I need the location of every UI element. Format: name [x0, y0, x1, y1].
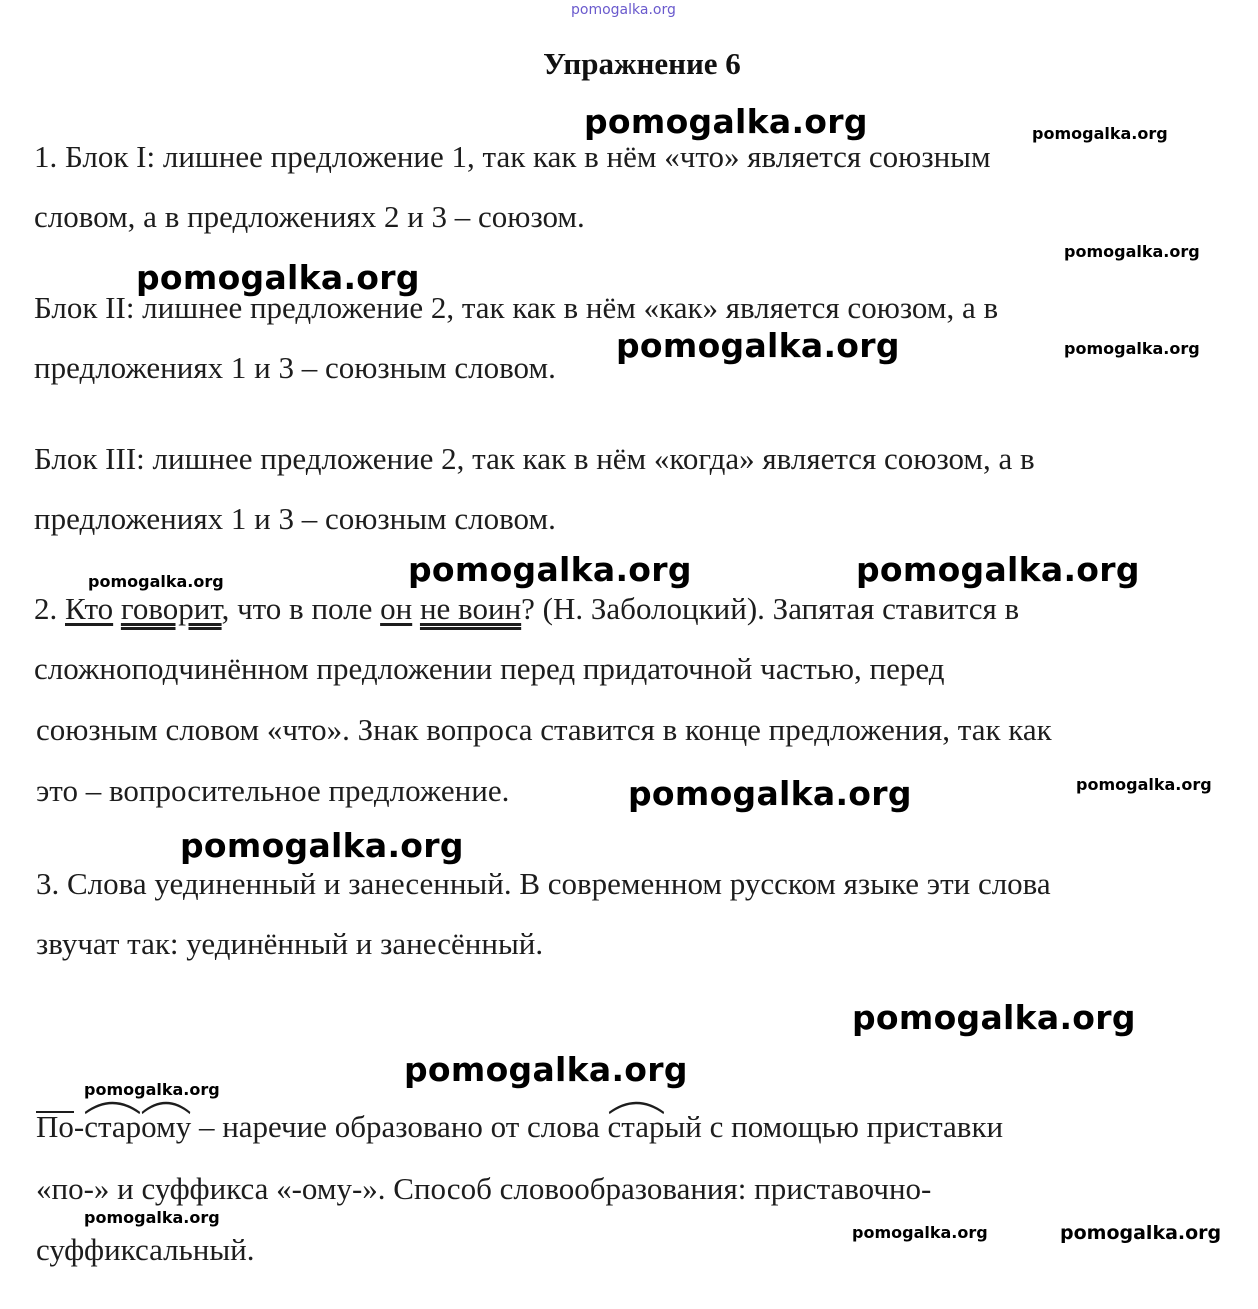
task4-line-3: суффиксальный. [36, 1232, 255, 1267]
exercise-title: Упражнение 6 [543, 46, 741, 81]
suffix-arc-icon [141, 1099, 191, 1115]
watermark-big: pomogalka.org [852, 998, 1136, 1037]
watermark-big: pomogalka.org [404, 1050, 688, 1089]
task4-line-1 [36, 1109, 1003, 1145]
watermark-small: pomogalka.org [1032, 124, 1168, 143]
task2-text-mid: , что в поле [221, 591, 381, 626]
watermark-small: pomogalka.org [1076, 775, 1212, 794]
task2-line-1 [34, 591, 1019, 627]
task1-line-6: предложениях 1 и 3 – союзным словом. [34, 501, 556, 536]
task1-line-4: предложениях 1 и 3 – союзным словом. [34, 350, 556, 385]
task2-text-tail: ? (Н. Заболоцкий). Запятая ставится в [521, 591, 1020, 626]
task2-number: 2. [34, 591, 65, 626]
task3-line-2: звучат так: уединённый и занесённый. [36, 926, 544, 961]
watermark-big: pomogalka.org [616, 326, 900, 365]
task4-text-mid: – наречие образовано от слова [191, 1109, 608, 1144]
prefix-marked-word: По [36, 1109, 74, 1144]
predicate-word: говорит [120, 591, 222, 626]
task1-line-3: Блок II: лишнее предложение 2, так как в нём «как» является союзом, а в [34, 290, 999, 325]
watermark-small: pomogalka.org [852, 1223, 988, 1242]
root-marked-word: стар [84, 1109, 141, 1145]
watermark-big: pomogalka.org [584, 102, 868, 141]
subject-word: Кто [65, 591, 114, 626]
watermark-small: pomogalka.org [84, 1208, 220, 1227]
task4-text-tail: ый с помощью приставки [664, 1109, 1004, 1144]
watermark-big: pomogalka.org [180, 826, 464, 865]
hyphen: - [73, 1109, 85, 1144]
task2-line-2: сложноподчинённом предложении перед придаточной частью, перед [34, 651, 945, 686]
root-marked-word-2: стар [608, 1109, 665, 1145]
predicate-word-2: не воин [419, 591, 522, 626]
task2-line-4: это – вопросительное предложение. [36, 773, 510, 808]
watermark-small: pomogalka.org [1064, 242, 1200, 261]
task1-line-2: словом, а в предложениях 2 и 3 – союзом. [34, 199, 585, 234]
watermark-small: pomogalka.org [1060, 1222, 1222, 1244]
task1-line-1: 1. Блок I: лишнее предложение 1, так как в нём «что» является союзным [34, 139, 991, 174]
watermark-big: pomogalka.org [408, 550, 692, 589]
watermark-big: pomogalka.org [856, 550, 1140, 589]
task1-line-5: Блок III: лишнее предложение 2, так как в нём «когда» является союзом, а в [34, 441, 1035, 476]
watermark-small: pomogalka.org [84, 1080, 220, 1099]
watermark-small: pomogalka.org [1064, 339, 1200, 358]
suffix-marked-word: ому [141, 1109, 191, 1145]
watermark-big: pomogalka.org [136, 258, 420, 297]
task3-line-1: 3. Слова уединенный и занесенный. В современном русском языке эти слова [36, 866, 1051, 901]
watermark-top: pomogalka.org [571, 2, 676, 18]
subject-word-2: он [380, 591, 413, 626]
watermark-big: pomogalka.org [628, 774, 912, 813]
task2-line-3: союзным словом «что». Знак вопроса ставится в конце предложения, так как [36, 712, 1052, 747]
root-arc-icon [84, 1099, 141, 1115]
watermark-small: pomogalka.org [88, 572, 224, 591]
root-arc-icon-2 [608, 1099, 665, 1115]
task4-line-2: «по-» и суффикса «-ому-». Способ словообразования: приставочно- [36, 1171, 932, 1206]
